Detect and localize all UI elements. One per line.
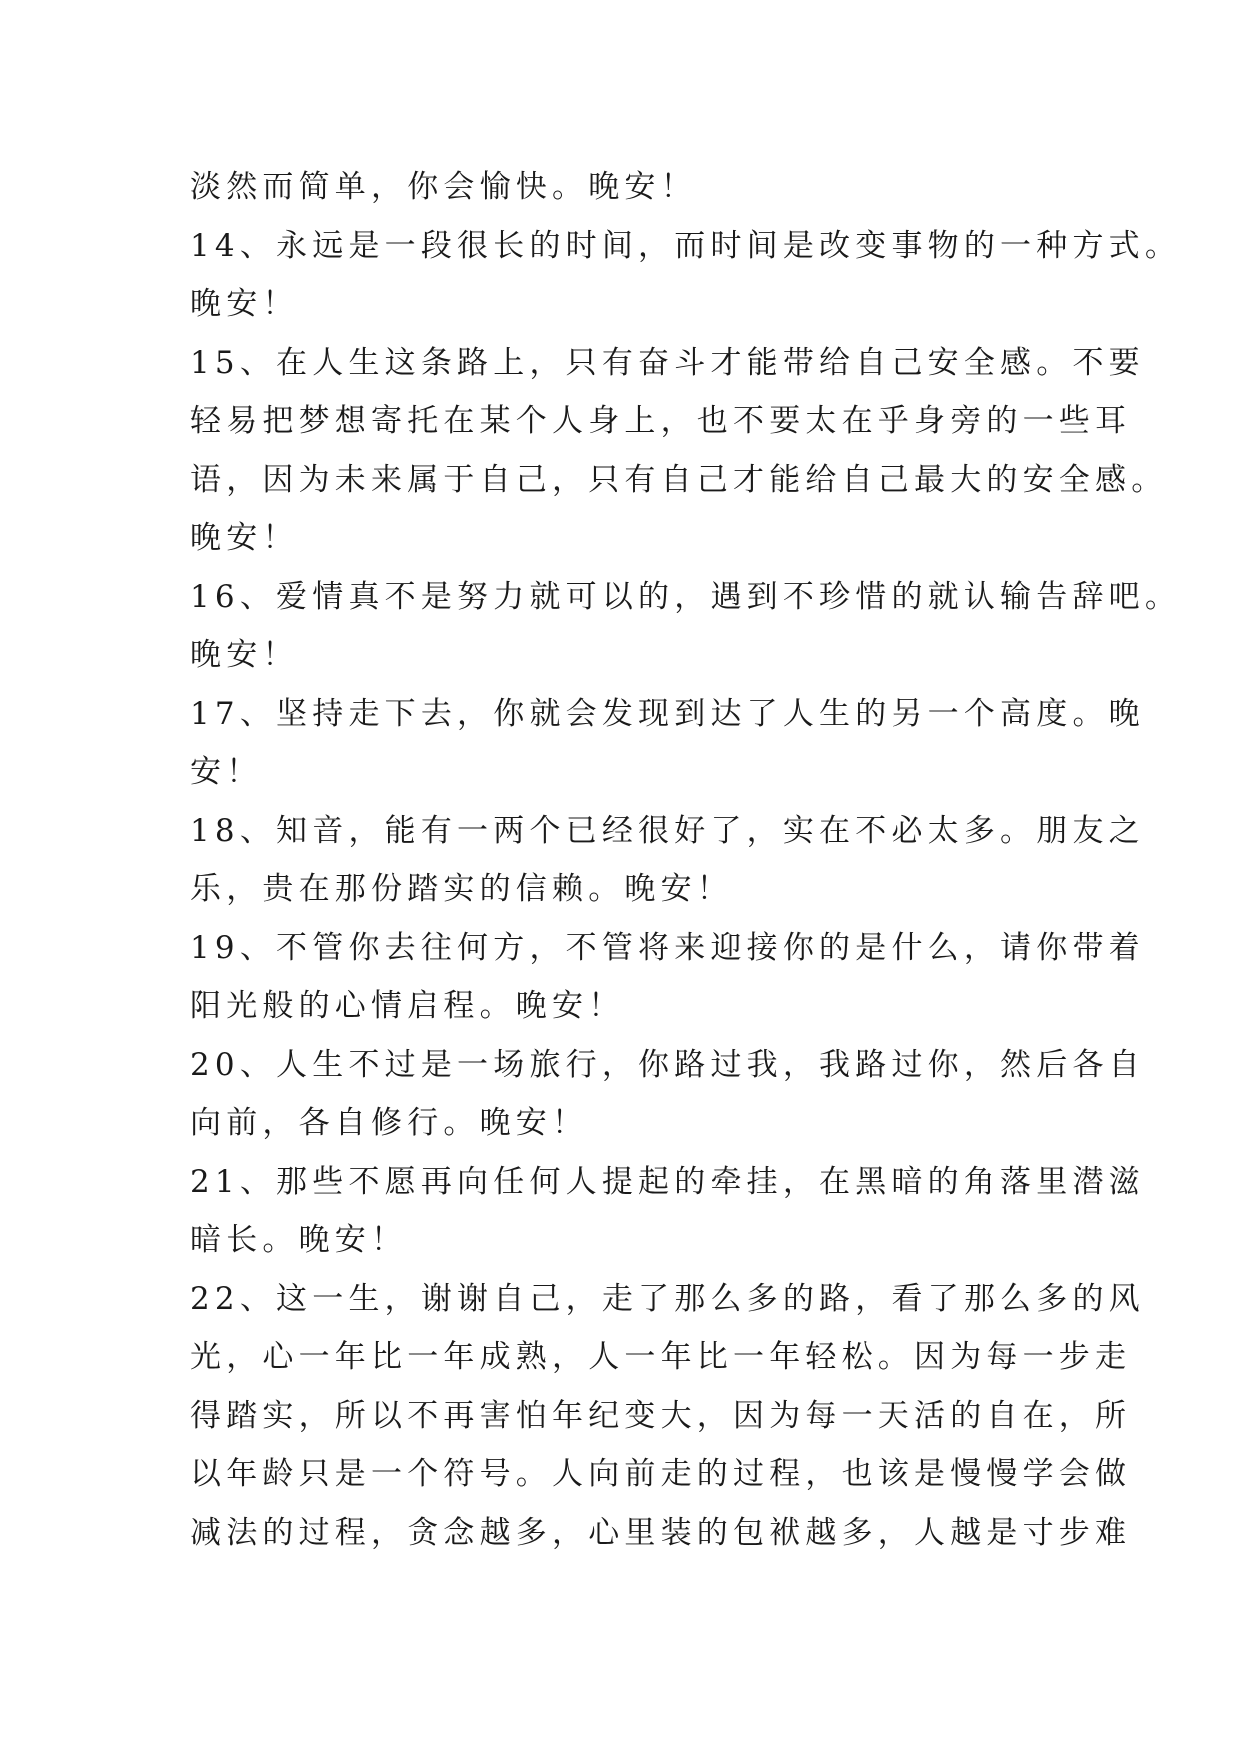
text-line: 暗长。晚安！	[190, 1222, 408, 1258]
text-line: 16、爱情真不是努力就可以的，遇到不珍惜的就认输告辞吧。	[190, 578, 1182, 615]
text-line: 向前，各自修行。晚安！	[190, 1105, 589, 1141]
text-line: 14、永远是一段很长的时间，而时间是改变事物的一种方式。	[190, 227, 1182, 264]
text-line: 17、坚持走下去，你就会发现到达了人生的另一个高度。晚	[190, 695, 1145, 732]
text-line: 阳光般的心情启程。晚安！	[190, 988, 625, 1024]
document-body	[190, 158, 1182, 1562]
text-line: 18、知音，能有一两个已经很好了，实在不必太多。朋友之	[190, 812, 1145, 849]
text-line: 晚安！	[190, 637, 299, 673]
text-line: 光，心一年比一年成熟，人一年比一年轻松。因为每一步走	[190, 1339, 1132, 1375]
text-line: 以年龄只是一个符号。人向前走的过程，也该是慢慢学会做	[190, 1456, 1132, 1492]
text-line: 20、人生不过是一场旅行，你路过我，我路过你，然后各自	[190, 1046, 1145, 1083]
text-line: 轻易把梦想寄托在某个人身上，也不要太在乎身旁的一些耳	[190, 403, 1132, 439]
text-line: 语，因为未来属于自己，只有自己才能给自己最大的安全感。	[190, 461, 1168, 498]
text-line: 22、这一生，谢谢自己，走了那么多的路，看了那么多的风	[190, 1280, 1145, 1317]
text-line: 减法的过程，贪念越多，心里装的包袱越多，人越是寸步难	[190, 1514, 1132, 1551]
text-line: 淡然而简单，你会愉快。晚安！	[190, 169, 697, 205]
text-line: 安！	[190, 754, 263, 790]
text-line: 15、在人生这条路上，只有奋斗才能带给自己安全感。不要	[190, 344, 1145, 381]
text-line: 晚安！	[190, 286, 299, 322]
text-line: 21、那些不愿再向任何人提起的牵挂，在黑暗的角落里潜滋	[190, 1163, 1145, 1200]
text-line: 19、不管你去往何方，不管将来迎接你的是什么，请你带着	[190, 929, 1145, 966]
text-line: 得踏实，所以不再害怕年纪变大，因为每一天活的自在，所	[190, 1397, 1132, 1434]
text-line: 晚安！	[190, 520, 299, 556]
text-line: 乐，贵在那份踏实的信赖。晚安！	[190, 871, 733, 907]
